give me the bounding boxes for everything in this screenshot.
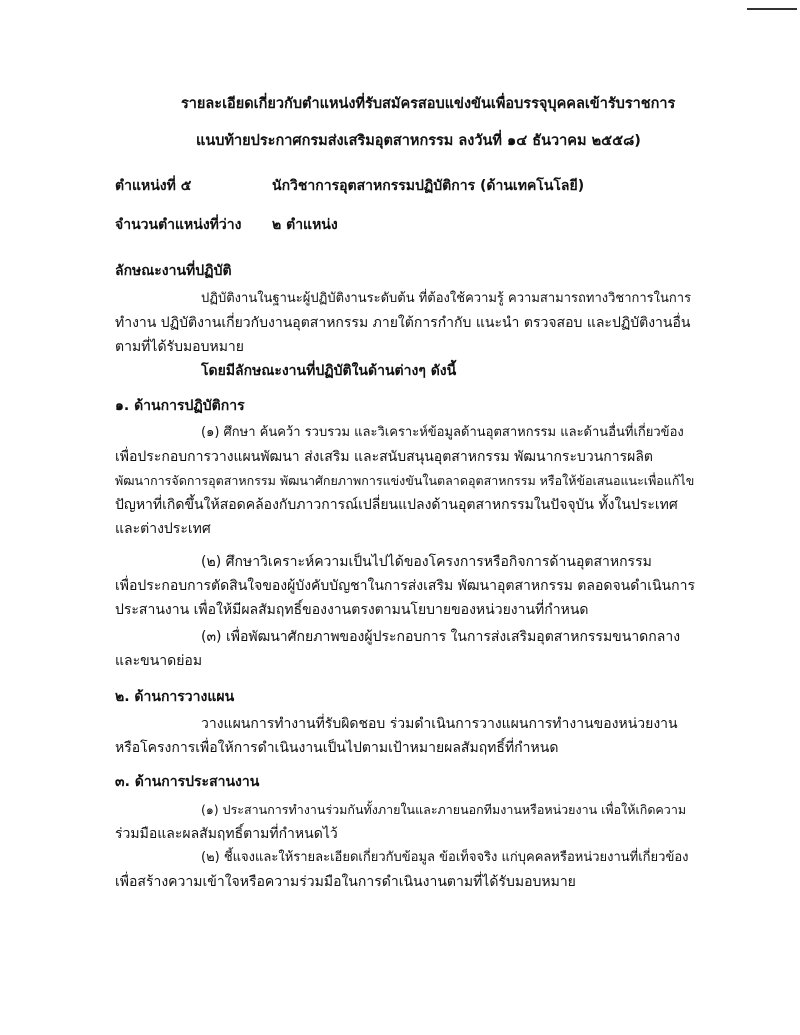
areas-heading: โดยมีลักษณะงานที่ปฏิบัติในด้านต่างๆ ดังนี้ xyxy=(201,363,457,379)
section2-heading: ๒. ด้านการวางแผน xyxy=(115,689,235,705)
section1-item1-line2: เพื่อประกอบการวางแผนพัฒนา ส่งเสริม และสนับสนุนอุตสาหกรรม พัฒนากระบวนการผลิต xyxy=(115,449,654,465)
section1-item3-line1: (๓) เพื่อพัฒนาศักยภาพของผู้ประกอบการ ในการส่งเสริมอุตสาหกรรมขนาดกลาง xyxy=(201,629,681,645)
section1-item1-line1: (๑) ศึกษา ค้นคว้า รวบรวม และวิเคราะห์ข้อมูลด้านอุตสาหกรรม และด้านอื่นที่เกี่ยวข้อง xyxy=(201,425,684,440)
vacancy-label: จำนวนตำแหน่งที่ว่าง xyxy=(115,217,242,233)
position-name: นักวิชาการอุตสาหกรรมปฏิบัติการ (ด้านเทคโนโลยี) xyxy=(272,178,585,194)
section1-item2-line2: เพื่อประกอบการตัดสินใจของผู้บังคับบัญชาในการส่งเสริม พัฒนาอุตสาหกรรม ตลอดจนดำเนินการ xyxy=(115,578,695,594)
scan-mark xyxy=(747,8,797,10)
section3-item1-line1: (๑) ประสานการทำงานร่วมกันทั้งภายในและภายนอกทีมงานหรือหน่วยงาน เพื่อให้เกิดความ xyxy=(201,802,687,817)
section3-item1-line2: ร่วมมือและผลสัมฤทธิ์ตามที่กำหนดไว้ xyxy=(115,826,338,842)
section2-line2: หรือโครงการเพื่อให้การดำเนินงานเป็นไปตามเป้าหมายผลสัมฤทธิ์ที่กำหนด xyxy=(115,740,559,756)
intro-line3: ตามที่ได้รับมอบหมาย xyxy=(115,339,244,355)
section2-line1: วางแผนการทำงานที่รับผิดชอบ ร่วมดำเนินการวางแผนการทำงานของหน่วยงาน xyxy=(201,716,678,732)
document-title-line1: รายละเอียดเกี่ยวกับตำแหน่งที่รับสมัครสอบแข่งขันเพื่อบรรจุบุคคลเข้ารับราชการ xyxy=(181,96,676,112)
job-nature-heading: ลักษณะงานที่ปฏิบัติ xyxy=(115,263,232,279)
section1-item1-line5: และต่างประเทศ xyxy=(115,521,211,537)
intro-line2: ทำงาน ปฏิบัติงานเกี่ยวกับงานอุตสาหกรรม ภายใต้การกำกับ แนะนำ ตรวจสอบ และปฏิบัติงานอื่น xyxy=(115,315,691,331)
document-title-line2: แนบท้ายประกาศกรมส่งเสริมอุตสาหกรรม ลงวันที่ ๑๔ ธันวาคม ๒๕๕๘) xyxy=(196,133,641,149)
section1-item1-line4: ปัญหาที่เกิดขึ้นให้สอดคล้องกับภาวการณ์เปลี่ยนแปลงด้านอุตสาหกรรมในปัจจุบัน ทั้งในประเทศ xyxy=(115,497,678,513)
position-label: ตำแหน่งที่ ๕ xyxy=(115,178,192,194)
intro-line1: ปฏิบัติงานในฐานะผู้ปฏิบัติงานระดับต้น ที่ต้องใช้ความรู้ ความสามารถทางวิชาการในการ xyxy=(201,291,692,306)
section3-item2-line2: เพื่อสร้างความเข้าใจหรือความร่วมมือในการดำเนินงานตามที่ได้รับมอบหมาย xyxy=(115,874,576,890)
section3-heading: ๓. ด้านการประสานงาน xyxy=(115,774,260,790)
section1-item2-line1: (๒) ศึกษาวิเคราะห์ความเป็นไปได้ของโครงการหรือกิจการด้านอุตสาหกรรม xyxy=(201,554,652,570)
section1-heading: ๑. ด้านการปฏิบัติการ xyxy=(115,398,245,414)
section1-item1-line3: พัฒนาการจัดการอุตสาหกรรม พัฒนาศักยภาพการแข่งขันในตลาดอุตสาหกรรม หรือให้ข้อเสนอแนะเพื่อแก้ไข xyxy=(115,473,695,488)
section1-item2-line3: ประสานงาน เพื่อให้มีผลสัมฤทธิ์ของงานตรงตามนโยบายของหน่วยงานที่กำหนด xyxy=(115,602,589,618)
section1-item3-line2: และขนาดย่อม xyxy=(115,653,203,669)
vacancy-value: ๒ ตำแหน่ง xyxy=(272,217,338,233)
section3-item2-line1: (๒) ชี้แจงและให้รายละเอียดเกี่ยวกับข้อมูล ข้อเท็จจริง แก่บุคคลหรือหน่วยงานที่เกี่ยวข้อง xyxy=(201,850,689,865)
